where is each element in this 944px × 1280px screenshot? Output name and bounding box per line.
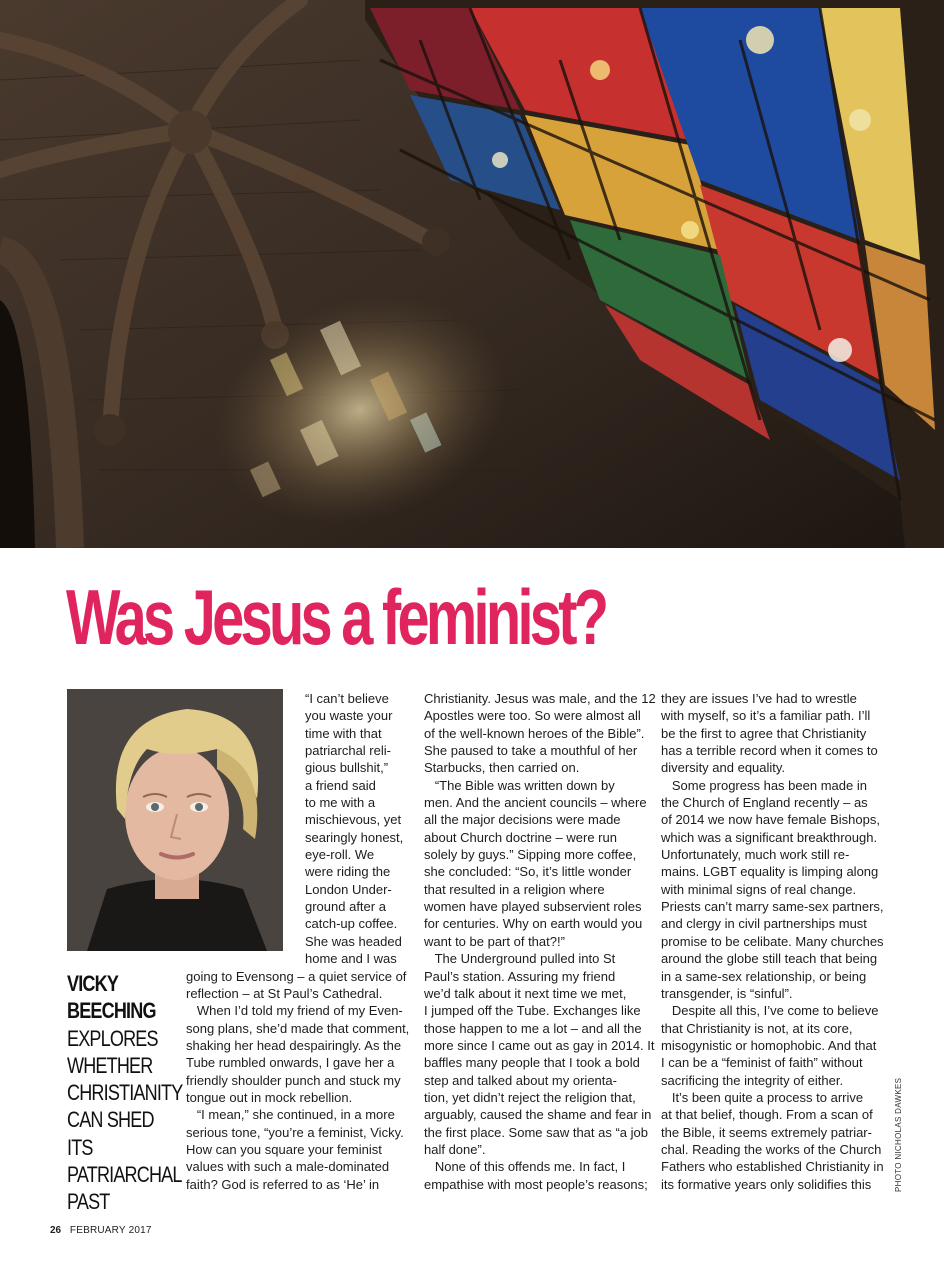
hero-photo-stained-glass: [0, 0, 944, 548]
body-line: She paused to take a mouthful of her: [424, 743, 638, 759]
body-line: “I can’t believe: [305, 691, 389, 706]
body-line: women have played subservient roles: [424, 899, 642, 915]
body-line: in a same-sex relationship, or being: [661, 968, 867, 984]
body-line: has a terrible record when it comes to: [661, 743, 878, 759]
body-line: I jumped off the Tube. Exchanges like: [424, 1003, 641, 1019]
body-line: arguably, caused the shame and fear in: [424, 1107, 652, 1123]
body-line: step and talked about my orienta-: [424, 1072, 617, 1088]
body-line: London Under-: [305, 881, 392, 897]
body-line: chal. Reading the works of the Church: [661, 1141, 882, 1157]
body-line: time with that: [305, 725, 382, 741]
body-line: None of this offends me. In fact, I: [424, 1159, 626, 1175]
body-line: that resulted in a religion where: [424, 881, 605, 897]
body-line: misogynistic or homophobic. And that: [661, 1037, 877, 1053]
page-number: 26: [50, 1225, 62, 1236]
body-line: Paul’s station. Assuring my friend: [424, 968, 616, 984]
body-line: Fathers who established Christianity in: [661, 1159, 884, 1175]
body-line: going to Evensong – a quiet service of: [186, 968, 407, 984]
body-line: about Church doctrine – were run: [424, 829, 617, 845]
body-line: with minimal signs of real change.: [661, 881, 857, 897]
stained-glass-illustration: [0, 0, 944, 548]
body-line: a friend said: [305, 777, 376, 793]
photo-credit: PHOTO NICHOLAS DAWKES: [894, 1077, 903, 1192]
body-line: which was a significant breakthrough.: [661, 829, 878, 845]
body-line: faith? God is referred to as ‘He’ in: [186, 1176, 380, 1192]
body-line: half done”.: [424, 1141, 486, 1157]
body-line: serious tone, “you’re a feminist, Vicky.: [186, 1124, 404, 1140]
body-line: friendly shoulder punch and stuck my: [186, 1072, 401, 1088]
body-column-2: [424, 690, 656, 1193]
body-line: home and I was: [305, 951, 397, 967]
body-line: “I mean,” she continued, in a more: [186, 1107, 395, 1123]
body-line: values with such a male-dominated: [186, 1159, 390, 1175]
body-line: patriarchal reli-: [305, 743, 391, 759]
body-line: for centuries. Why on earth would you: [424, 916, 643, 932]
body-line: mains. LGBT equality is limping along: [661, 864, 879, 880]
body-line: were riding the: [305, 864, 391, 880]
body-column-3: [661, 690, 889, 1193]
body-line: its formative years only solidifies this: [661, 1176, 872, 1192]
body-line: reflection – at St Paul’s Cathedral.: [186, 985, 383, 1001]
body-line: you waste your: [305, 708, 393, 724]
body-line: song plans, she’d made that comment,: [186, 1020, 410, 1036]
article-headline: Was Jesus a feminist?: [66, 573, 606, 661]
body-line: that Christianity is not, at its core,: [661, 1020, 853, 1036]
body-line: at that belief, though. From a scan of: [661, 1107, 873, 1123]
body-line: all the major decisions were made: [424, 812, 621, 828]
body-line: “The Bible was written down by: [424, 777, 615, 793]
body-line: want to be part of that?!”: [424, 933, 565, 949]
body-line: How can you square your feminist: [186, 1141, 382, 1157]
body-line: empathise with most people’s reasons;: [424, 1176, 648, 1192]
body-line: tongue out in mock rebellion.: [186, 1089, 353, 1105]
body-line: When I’d told my friend of my Even-: [186, 1003, 403, 1019]
body-line: men. And the ancient councils – where: [424, 795, 647, 811]
body-line: those happen to me a lot – and all the: [424, 1020, 642, 1036]
body-line: of the well-known heroes of the Bible”.: [424, 725, 645, 741]
body-line: Tube rumbled onwards, I gave her a: [186, 1055, 395, 1071]
body-line: they are issues I’ve had to wrestle: [661, 691, 857, 706]
body-line: diversity and equality.: [661, 760, 786, 776]
body-line: transgender, is “sinful”.: [661, 985, 793, 1001]
body-line: the Church of England recently – as: [661, 795, 868, 811]
body-line: of 2014 we now have female Bishops,: [661, 812, 880, 828]
body-line: I can be a “feminist of faith” without: [661, 1055, 863, 1071]
body-line: ground after a: [305, 899, 386, 915]
body-line: Apostles were too. So were almost all: [424, 708, 641, 724]
body-line: searingly honest,: [305, 829, 404, 845]
body-column-1: [186, 690, 408, 1193]
body-line: the Bible, it seems extremely patriar-: [661, 1124, 872, 1140]
body-line: around the globe still teach that being: [661, 951, 878, 967]
body-line: we’d talk about it next time we met,: [424, 985, 627, 1001]
body-line: she concluded: “So, it’s little wonder: [424, 864, 632, 880]
issue-date: FEBRUARY 2017: [69, 1225, 152, 1236]
body-line: shaking her head despairingly. As the: [186, 1037, 402, 1053]
body-line: Despite all this, I’ve come to believe: [661, 1003, 879, 1019]
body-line: Starbucks, then carried on.: [424, 760, 580, 776]
article-standfirst: [67, 970, 183, 1216]
page-folio: [50, 1225, 152, 1236]
body-line: solely by guys.” Sipping more coffee,: [424, 847, 637, 863]
body-line: the first place. Some saw that as “a job: [424, 1124, 648, 1140]
body-line: Priests can’t marry same-sex partners,: [661, 899, 884, 915]
body-line: tion, yet didn’t reject the religion that,: [424, 1089, 636, 1105]
standfirst-deck: EXPLORES WHETHER CHRISTIANITY CAN SHED ITS PATRIARCHAL PAST: [67, 1025, 183, 1215]
body-line: baffles many people that I took a bold: [424, 1055, 640, 1071]
body-line: more since I came out as gay in 2014. It: [424, 1037, 655, 1053]
body-line: gious bullshit,”: [305, 760, 389, 776]
body-line: Some progress has been made in: [661, 777, 867, 793]
body-line: be the first to agree that Christianity: [661, 725, 867, 741]
body-line: The Underground pulled into St: [424, 951, 616, 967]
body-line: Unfortunately, much work still re-: [661, 847, 850, 863]
body-line: catch-up coffee.: [305, 916, 398, 932]
body-line: to me with a: [305, 795, 376, 811]
body-line: promise to be celibate. Many churches: [661, 933, 884, 949]
body-line: and clergy in civil partnerships must: [661, 916, 867, 932]
body-line: eye-roll. We: [305, 847, 375, 863]
body-line: mischievous, yet: [305, 812, 402, 828]
body-line: She was headed: [305, 933, 402, 949]
body-line: sacrificing the integrity of either.: [661, 1072, 844, 1088]
author-name: VICKY BEECHING: [67, 971, 156, 1024]
body-line: with myself, so it’s a familiar path. I’ll: [661, 708, 871, 724]
body-line: It’s been quite a process to arrive: [661, 1089, 864, 1105]
body-line: Christianity. Jesus was male, and the 12: [424, 691, 656, 706]
